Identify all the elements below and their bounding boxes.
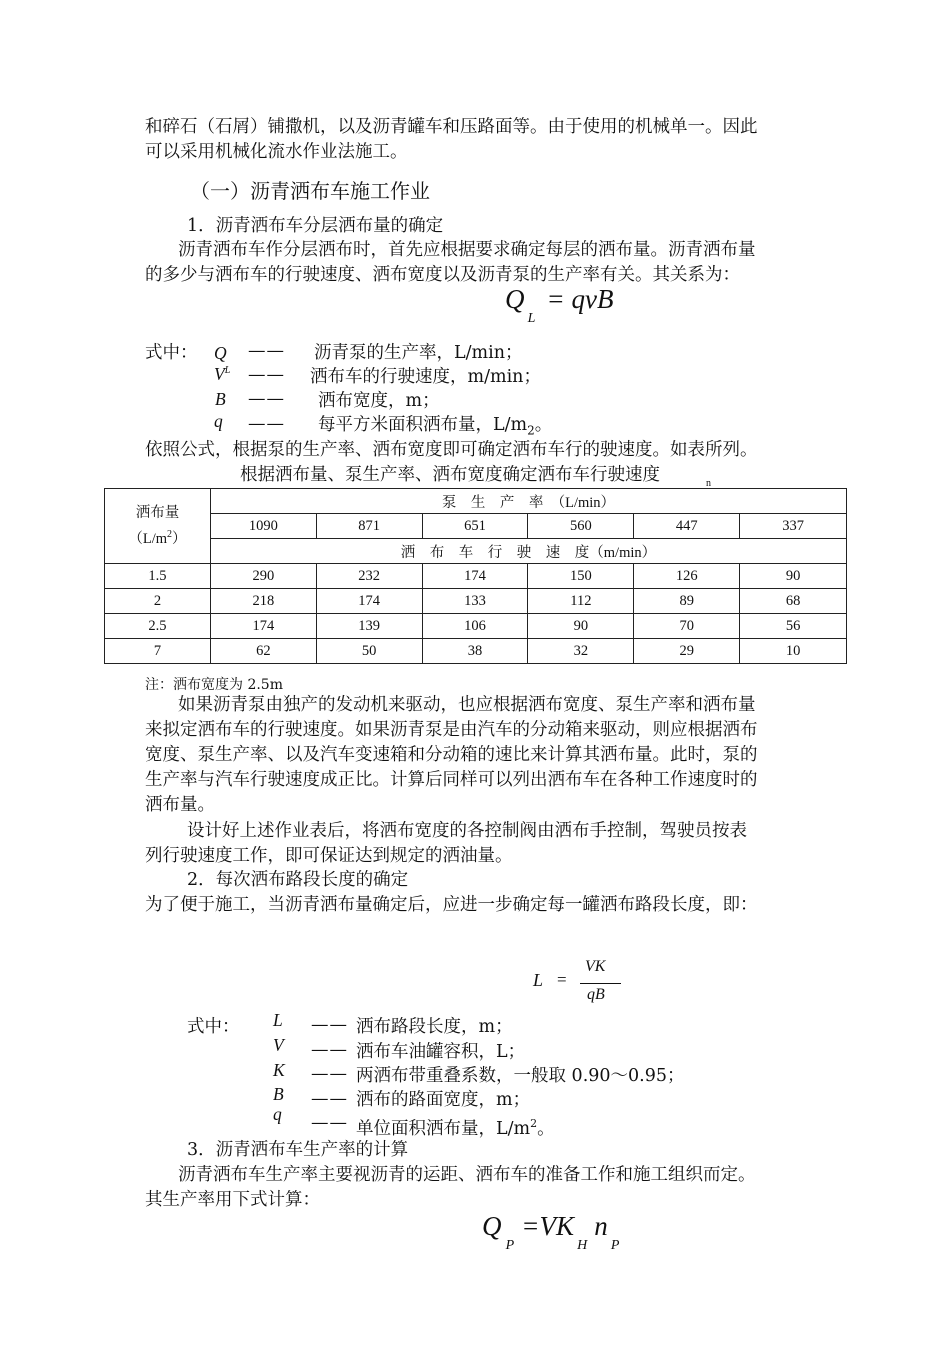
item1-paragraph-line-1: 沥青洒布车作分层洒布时，首先应根据要求确定每层的洒布量。沥青洒布量 (178, 240, 756, 260)
para3-line-1: 设计好上述作业表后，将洒布宽度的各控制阀由洒布手控制，驾驶员按表 (187, 821, 747, 841)
table-cell: 337 (740, 514, 847, 539)
table-cell: 126 (634, 564, 740, 589)
vars1-symbol-q-small: q (214, 411, 223, 431)
vars2-desc-q: 单位面积洒布量，$L/m^2$。 (356, 1117, 555, 1139)
table-cell: 56 (740, 614, 847, 639)
para2-line-3: 宽度、泵生产率、以及汽车变速箱和分动箱的速比来计算其洒布量。此时，泵的 (145, 745, 758, 765)
para2-line-4: 生产率与汽车行驶速度成正比。计算后同样可以列出洒布车在各种工作速度时的 (145, 770, 758, 790)
vars1-dash-3: —— (248, 389, 285, 409)
para3-line-2: 列行驶速度工作，即可保证达到规定的洒油量。 (145, 846, 513, 866)
vars1-symbol-q: Q (214, 343, 227, 363)
item3-paragraph-line-1: 沥青洒布车生产率主要视沥青的运距、洒布车的准备工作和施工组织而定。 (178, 1165, 756, 1185)
item3-paragraph-line-2: 其生产率用下式计算： (145, 1190, 320, 1210)
table-caption: 根据洒布量、泵生产率、洒布宽度确定洒布车行驶速度 (240, 465, 660, 485)
table-row (105, 564, 847, 589)
vars1-symbol-b: B (215, 389, 226, 409)
formula-l-numerator: VK (585, 958, 606, 975)
vars1-desc-q: 沥青泵的生产率，L/min； (314, 343, 523, 363)
table-cell: 174 (422, 564, 528, 589)
formula-qp-subscript-h: H (577, 1238, 588, 1253)
vars1-desc-q-small: 每平方米面积洒布量，$L/m_2$。 (318, 415, 553, 438)
formula-l-lhs: L (533, 970, 544, 990)
vars1-dash-2: —— (248, 365, 285, 385)
formula-l-equals: = (557, 970, 567, 989)
vars2-dash-3: —— (311, 1064, 348, 1084)
table-cell: 447 (634, 514, 740, 539)
table-cell: 1090 (210, 514, 316, 539)
formula-ql-lhs: Q (505, 284, 525, 314)
item1-title: 1．沥青洒布车分层洒布量的确定 (187, 216, 444, 236)
table-cell: 38 (422, 639, 528, 664)
table-cell: 2.5 (105, 614, 211, 639)
table-caption-mark: n (706, 478, 711, 489)
formula-qp-lhs: Q (482, 1211, 502, 1241)
table-row (105, 614, 847, 639)
table-row (105, 589, 847, 614)
item1-paragraph-line-2: 的多少与洒布车的行驶速度、洒布宽度以及沥青泵的生产率有关。其关系为： (145, 265, 740, 285)
table-cell: 90 (528, 614, 634, 639)
para2-line-2: 来拟定洒布车的行驶速度。如果沥青泵是由汽车的分动箱来驱动，则应根据洒布 (145, 720, 758, 740)
item2-paragraph: 为了便于施工，当沥青洒布量确定后，应进一步确定每一罐洒布路段长度，即： (145, 895, 758, 915)
table-cell: 70 (634, 614, 740, 639)
table-note: 注：洒布宽度为 2.5m (145, 677, 283, 693)
intro-line-1: 和碎石（石屑）铺撒机，以及沥青罐车和压路面等。由于使用的机械单一。因此 (145, 117, 758, 137)
para2-line-1: 如果沥青泵由独产的发动机来驱动，也应根据洒布宽度、泵生产率和洒布量 (178, 695, 756, 715)
formula-ql-rhs: = qvB (546, 284, 614, 314)
table-cell: 90 (740, 564, 847, 589)
formula-qp-rhs-2: n (594, 1211, 608, 1241)
table-cell: 106 (422, 614, 528, 639)
vars2-dash-2: —— (311, 1040, 348, 1060)
table-cell: 174 (210, 614, 316, 639)
formula-ql-subscript: L (527, 311, 536, 326)
formula-l-denominator: qB (587, 986, 605, 1003)
table-cell: 232 (316, 564, 422, 589)
item2-title: 2．每次洒布路段长度的确定 (187, 870, 409, 890)
after-vars-line: 依照公式，根据泵的生产率、洒布宽度即可确定洒布车行的驶速度。如表所列。 (145, 440, 758, 460)
table-cell: 139 (316, 614, 422, 639)
vars2-symbol-q: q (273, 1104, 282, 1124)
formula-qp-subscript: P (505, 1238, 515, 1253)
vars2-desc-l: 洒布路段长度，m； (356, 1017, 513, 1037)
table-cell: 68 (740, 589, 847, 614)
table-cell: 560 (528, 514, 634, 539)
table-cell: 32 (528, 639, 634, 664)
intro-line-2: 可以采用机械化流水作业法施工。 (145, 142, 408, 162)
table-pump-rates-row (105, 514, 847, 539)
vars2-dash-4: —— (311, 1089, 348, 1109)
vars2-dash-5: —— (311, 1113, 348, 1133)
formula-qp-rhs-1: =VK (521, 1211, 574, 1241)
table-pump-header: 泵 生 产 率 （L/min） (210, 489, 846, 514)
section-heading: （一）沥青洒布车施工作业 (190, 179, 430, 203)
vars1-symbol-v: $V^L$ (214, 363, 231, 384)
vars1-dash-1: —— (248, 341, 285, 361)
table-cell: 89 (634, 589, 740, 614)
formula-qp-subscript-p: P (610, 1238, 620, 1253)
item3-title: 3．沥青洒布车生产率的计算 (187, 1140, 409, 1160)
vars2-desc-b: 洒布的路面宽度，m； (356, 1090, 531, 1110)
vars2-symbol-b: B (273, 1084, 284, 1104)
speed-table (104, 488, 847, 664)
vars1-dash-4: —— (248, 414, 285, 434)
vars2-desc-k: 两洒布带重叠系数，一般取 0.90～0.95； (356, 1066, 685, 1086)
table-cell: 150 (528, 564, 634, 589)
vars1-label: 式中： (145, 343, 198, 363)
table-cell: 218 (210, 589, 316, 614)
formula-ql (505, 284, 614, 326)
table-cell: 174 (316, 589, 422, 614)
table-row (105, 639, 847, 664)
table-cell: 10 (740, 639, 847, 664)
vars2-symbol-k: K (273, 1060, 285, 1080)
vars2-dash-1: —— (311, 1015, 348, 1035)
vars2-desc-v: 洒布车油罐容积，L； (356, 1042, 526, 1062)
table-cell: 112 (528, 589, 634, 614)
formula-l-fraction-bar (580, 983, 621, 984)
table-cell: 1.5 (105, 564, 211, 589)
table-speed-header: 洒 布 车 行 驶 速 度（m/min） (210, 539, 846, 564)
vars1-desc-v: 洒布车的行驶速度，m/min； (310, 367, 541, 387)
table-cell: 133 (422, 589, 528, 614)
table-cell: 7 (105, 639, 211, 664)
table-cell: 651 (422, 514, 528, 539)
vars2-symbol-l: L (273, 1010, 283, 1030)
table-cell: 50 (316, 639, 422, 664)
vars1-desc-b: 洒布宽度，m； (318, 391, 440, 411)
para2-line-5: 洒布量。 (145, 795, 215, 815)
table-cell: 2 (105, 589, 211, 614)
formula-qp (482, 1211, 620, 1253)
table-cell: 871 (316, 514, 422, 539)
table-row-header: 洒布量 $(L/m^2)$ (105, 489, 211, 564)
table-cell: 290 (210, 564, 316, 589)
vars2-label: 式中： (187, 1017, 240, 1037)
table-cell: 29 (634, 639, 740, 664)
table-cell: 62 (210, 639, 316, 664)
vars2-symbol-v: V (273, 1035, 284, 1055)
